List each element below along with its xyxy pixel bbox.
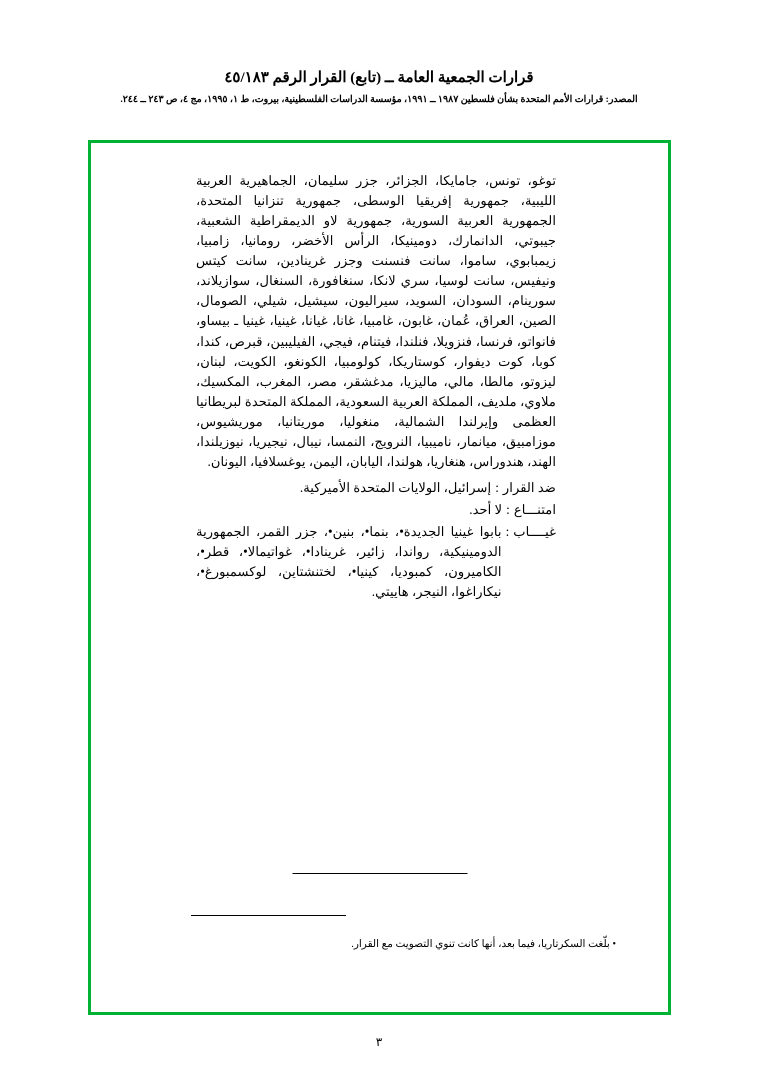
section-divider <box>292 873 467 874</box>
content-frame <box>88 140 671 1015</box>
footnote-text: بلّغت السكرتاريا، فيما بعد، أنها كانت تنوي التصويت مع القرار. <box>351 939 610 950</box>
vote-value-against: إسرائيل، الولايات المتحدة الأميركية. <box>299 479 492 495</box>
vote-row-abstain <box>196 500 556 520</box>
page-number: ٣ <box>375 1035 383 1049</box>
footnote-divider <box>191 915 346 916</box>
document-header <box>0 68 758 105</box>
vote-value-abstain: لا أحد. <box>469 502 503 517</box>
footnote-bullet-icon: • <box>612 939 616 950</box>
vote-value-absent: بابوا غينيا الجديدة•، بنما•، بنين•، جزر القمر، الجمهورية الدومينيكية، رواندا، زائير، غرينادا•، غواتيمالا•، قطر•، الكاميرون، كمبوديا، كينيا•، لختنشتاين، لوكسمبورغ•، نيكاراغوا، النيجر، هاييتي. <box>196 524 502 600</box>
document-body <box>196 171 556 602</box>
vote-row-against <box>196 478 556 498</box>
countries-paragraph: توغو، تونس، جامايكا، الجزائر، جزر سليمان، الجماهيرية العربية الليبية، جمهورية إفريقيا الوسطى، جمهورية تنزانيا المتحدة، الجمهورية العربية السورية، جمهورية لاو الديمقراطية الشعبية، جيبوتي، الدانمارك، دومينيكا، الرأس الأخضر، رومانيا، زامبيا، زيمبابوي، ساموا، سانت فنسنت وجزر غرينادين، سانت كيتس ونيفيس، سانت لوسيا، سري لانكا، سنغافورة، السنغال، سوازيلاند، سورينام، السودان، السويد، سيراليون، سيشيل، شيلي، الصومال، الصين، العراق، عُمان، غابون، غامبيا، غانا، غيانا، غينيا، غينيا ـ بيساو، فانواتو، فرنسا، فنزويلا، فنلندا، فيتنام، فيجي، الفيليبين، قبرص، كندا، كوبا، كوت ديفوار، كوستاريكا، كولومبيا، الكونغو، الكويت، لبنان، ليزوتو، مالطا، مالي، ماليزيا، مدغشقر، مصر، المغرب، المكسيك، ملاوي، ملديف، المملكة العربية السعودية، المملكة المتحدة لبريطانيا العظمى وإيرلندا الشمالية، منغوليا، موريتانيا، موريشيوس، موزامبيق، ميانمار، ناميبيا، النرويج، النمسا، نيبال، نيجيريا، نيوزيلندا، الهند، هندوراس، هنغاريا، هولندا، اليابان، اليمن، يوغسلافيا، اليونان. <box>196 173 556 469</box>
page-title: قرارات الجمعية العامة ــ (تابع) القرار الرقم ٤٥/١٨٣ <box>224 70 534 86</box>
vote-label-absent: غيــــاب <box>513 524 556 540</box>
vote-row-absent <box>196 522 556 602</box>
vote-separator-abstain: : <box>506 502 510 517</box>
vote-separator-against: : <box>495 479 499 495</box>
vote-results <box>196 478 556 602</box>
source-line: المصدر: قرارات الأمم المتحدة بشأن فلسطين ١٩٨٧ ــ ١٩٩١، مؤسسة الدراسات الفلسطينية، بيروت، ط ١، ١٩٩٥، مج ٤، ص ٢٤٣ ــ ٢٤٤. <box>120 95 638 105</box>
vote-label-against: ضد القرار <box>502 479 556 495</box>
footnote <box>91 938 616 950</box>
vote-label-abstain: امتنـــاع <box>513 502 556 517</box>
vote-separator-absent: : <box>505 524 510 540</box>
